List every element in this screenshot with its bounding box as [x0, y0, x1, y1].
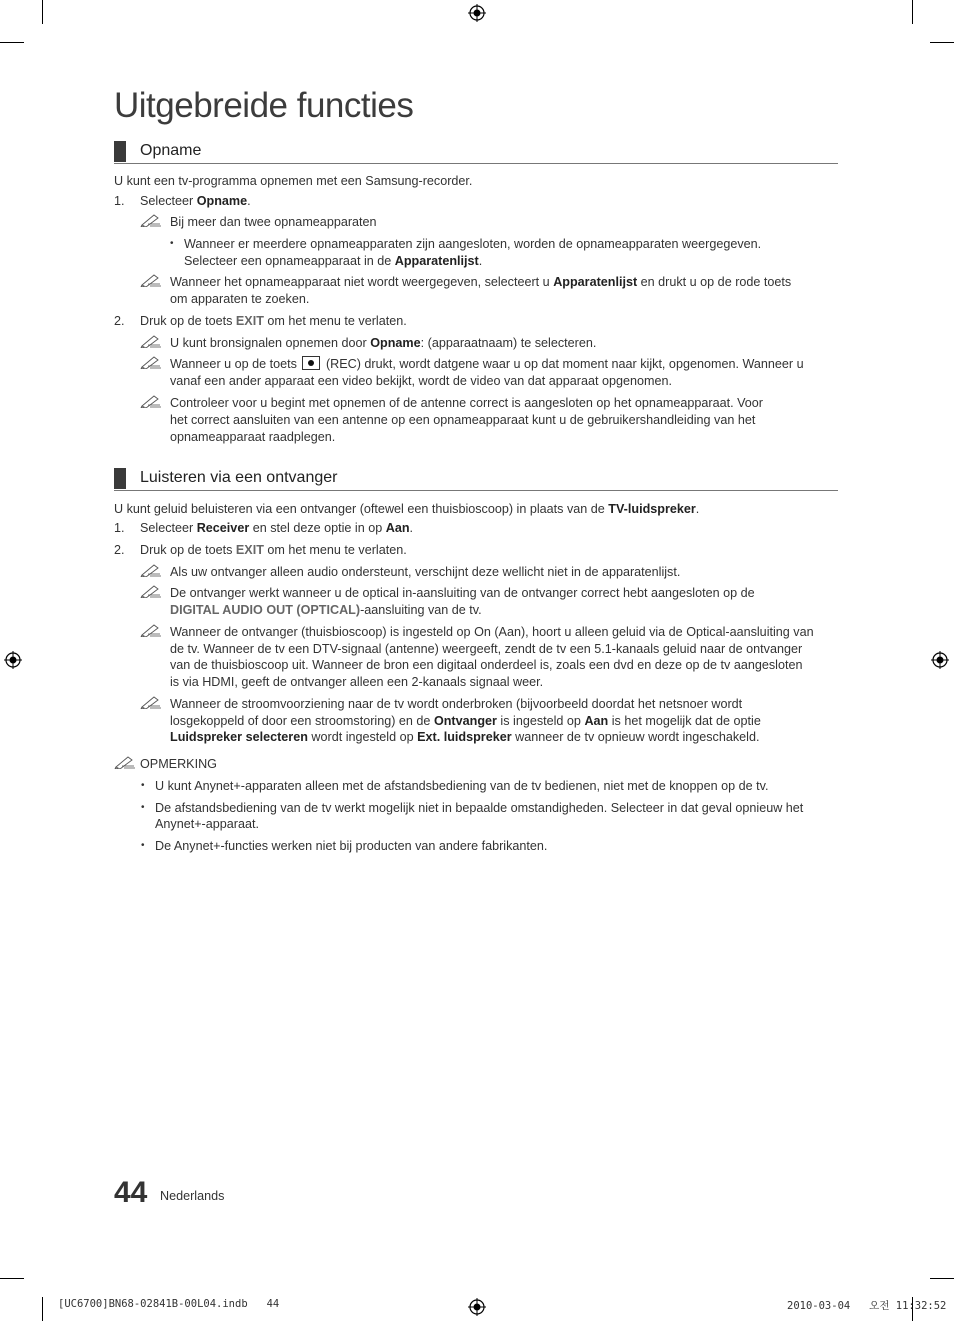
section1-note5-line3: opnameapparaat raadplegen. — [170, 430, 336, 444]
section2-note2-line2: DIGITAL AUDIO OUT (OPTICAL)-aansluiting van de tv. — [170, 603, 482, 617]
section-bar — [114, 141, 126, 162]
section2-note1: Als uw ontvanger alleen audio ondersteunt, verschijnt deze wellicht niet in de apparatenlijst. — [170, 565, 681, 579]
section-title: Luisteren via een ontvanger — [140, 469, 338, 486]
note-pencil-icon — [140, 695, 162, 709]
registration-mark-icon — [931, 651, 949, 669]
section2-note4-line3: Luidspreker selecteren wordt ingesteld op Ext. luidspreker wanneer de tv opnieuw wordt ingeschakeld. — [170, 730, 760, 744]
note-pencil-icon — [140, 334, 162, 348]
crop-mark-top-right-v — [912, 0, 913, 24]
section2-note2-line1: De ontvanger werkt wanneer u de optical in-aansluiting van de ontvanger correct hebt aangesloten op de — [170, 586, 755, 600]
section-heading-opname — [114, 141, 838, 164]
registration-mark-icon — [468, 4, 486, 22]
section1-note2-line1: Wanneer het opnameapparaat niet wordt weergegeven, selecteert u Apparatenlijst en drukt u op de rode toets — [170, 275, 792, 289]
note-pencil-icon — [140, 563, 162, 577]
note-pencil-icon — [140, 394, 162, 408]
note-pencil-icon — [140, 213, 162, 227]
section1-note1: Bij meer dan twee opnameapparaten — [170, 215, 377, 229]
section1-note2-line2: om apparaten te zoeken. — [170, 292, 310, 306]
crop-mark-top-left-v — [42, 0, 43, 24]
step-number: 2. — [114, 543, 125, 557]
note-pencil-icon — [140, 273, 162, 287]
crop-mark-bottom-left-h — [0, 1278, 24, 1279]
remark-bullet1: U kunt Anynet+-apparaten alleen met de afstandsbediening van de tv bedienen, niet met de knoppen op de tv. — [155, 779, 769, 793]
step-number: 1. — [114, 194, 125, 208]
section2-note4-line2: losgekoppeld of door een stroomstoring) en de Ontvanger is ingesteld op Aan is het mogelijk dat de optie — [170, 714, 761, 728]
section1-note5-line2: het correct aansluiten van een antenne op een opnameapparaat kunt u de gebruikershandleiding van het — [170, 413, 756, 427]
registration-mark-icon — [468, 1298, 486, 1316]
crop-mark-bottom-left-v — [42, 1297, 43, 1321]
section-title: Opname — [140, 142, 202, 159]
section1-note4-line2: vanaf een ander apparaat een video bekijkt, wordt de video van dat apparaat opgenomen. — [170, 374, 673, 388]
remark-bullet2-line2: Anynet+-apparaat. — [155, 817, 259, 831]
remark-label: OPMERKING — [140, 757, 217, 771]
section2-note3-line1: Wanneer de ontvanger (thuisbioscoop) is ingesteld op On (Aan), hoort u alleen geluid via de Optical-aansluiting van — [170, 625, 814, 639]
crop-mark-top-right-h — [930, 42, 954, 43]
print-timestamp: 2010-03-04 오전 11:32:52 — [787, 1300, 947, 1312]
section1-bullet1-line2: Selecteer een opnameapparaat in de Apparatenlijst. — [184, 254, 483, 268]
step-number: 1. — [114, 521, 125, 535]
section1-step2: Druk op de toets EXIT om het menu te verlaten. — [140, 314, 407, 328]
section2-note4-line1: Wanneer de stroomvoorziening naar de tv wordt onderbroken (bijvoorbeeld doordat het netsnoer wordt — [170, 697, 743, 711]
note-pencil-icon — [140, 355, 162, 369]
section1-bullet1-line1: Wanneer er meerdere opnameapparaten zijn aangesloten, worden de opnameapparaten weergegeven. — [184, 237, 762, 251]
section2-note3-line2: de tv. Wanneer de tv een DTV-signaal (antenne) weergeeft, zendt de tv een 5.1-kanaals geluid naar de ontvanger — [170, 642, 803, 656]
bullet-icon: • — [141, 780, 145, 791]
note-pencil-icon — [140, 623, 162, 637]
page-title: Uitgebreide functies — [114, 86, 414, 125]
page-number: 44 — [114, 1176, 148, 1209]
registration-mark-icon — [4, 651, 22, 669]
section1-note5-line1: Controleer voor u begint met opnemen of de antenne correct is aangesloten op het opnameapparaat. Voor — [170, 396, 764, 410]
remark-bullet3: De Anynet+-functies werken niet bij producten van andere fabrikanten. — [155, 839, 548, 853]
section1-note3: U kunt bronsignalen opnemen door Opname: (apparaatnaam) te selecteren. — [170, 336, 597, 350]
note-pencil-icon — [140, 584, 162, 598]
crop-mark-bottom-right-h — [930, 1278, 954, 1279]
section2-note3-line4: is via HDMI, geeft de ontvanger alleen een 2-kanaals signaal weer. — [170, 675, 544, 689]
section-heading-luisteren — [114, 468, 838, 491]
bullet-icon: • — [170, 238, 174, 249]
section2-intro: U kunt geluid beluisteren via een ontvanger (oftewel een thuisbioscoop) in plaats van de TV-luidspreker. — [114, 502, 700, 516]
page-language: Nederlands — [160, 1189, 225, 1203]
section1-intro: U kunt een tv-programma opnemen met een Samsung-recorder. — [114, 174, 473, 188]
section-bar — [114, 468, 126, 489]
crop-mark-top-left-h — [0, 42, 24, 43]
section2-step1: Selecteer Receiver en stel deze optie in op Aan. — [140, 521, 414, 535]
section1-note4-line1: Wanneer u op de toets (REC) drukt, wordt datgene waar u op dat moment naar kijkt, opgenomen. Wanneer u — [170, 357, 804, 371]
note-pencil-icon — [114, 755, 136, 769]
step-number: 2. — [114, 314, 125, 328]
print-file-info: [UC6700]BN68-02841B-00L04.indb 44 — [58, 1298, 280, 1310]
bullet-icon: • — [141, 802, 145, 813]
section2-step2: Druk op de toets EXIT om het menu te verlaten. — [140, 543, 407, 557]
remark-bullet2-line1: De afstandsbediening van de tv werkt mogelijk niet in bepaalde omstandigheden. Selecteer in dat geval opnieuw het — [155, 801, 804, 815]
section1-step1: Selecteer Opname. — [140, 194, 251, 208]
section2-note3-line3: van de thuisbioscoop uit. Wanneer de bron een digitaal onderdeel is, zoals een dvd en deze op de tv aangesloten — [170, 658, 803, 672]
record-button-icon — [302, 356, 320, 370]
bullet-icon: • — [141, 840, 145, 851]
